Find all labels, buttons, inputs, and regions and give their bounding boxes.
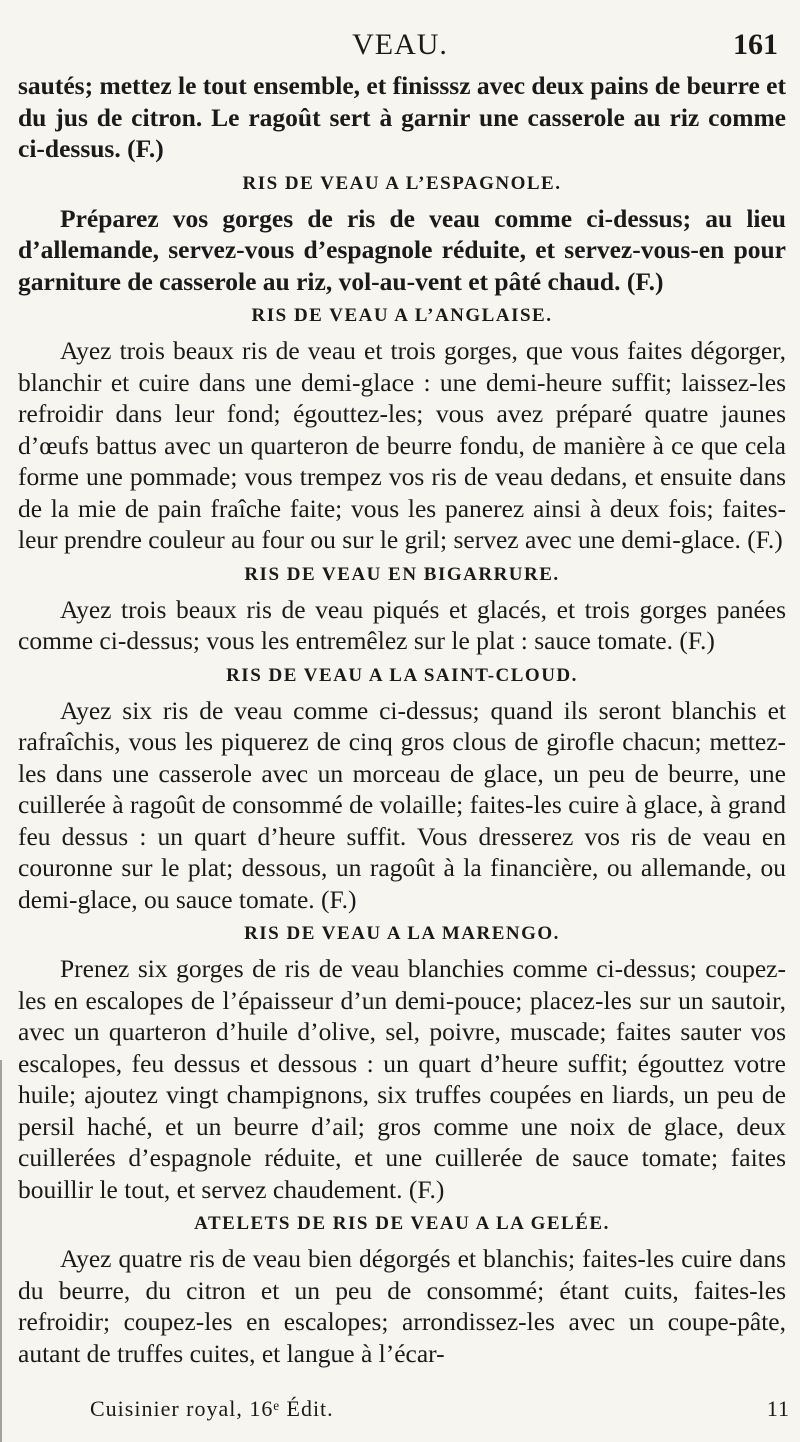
page-number: 161 xyxy=(733,28,778,61)
recipe-heading: RIS DE VEAU A L’ESPAGNOLE. xyxy=(242,172,562,194)
recipe-heading: RIS DE VEAU A LA MARENGO. xyxy=(244,923,560,944)
recipe-paragraph: Ayez quatre ris de veau bien dégorgés et blanchis; faites-les cuire dans du beurre, du citron et un peu de consommé; étant cuits, faites-les refroidir; coupez-les en escalopes; arrondissez-les avec un coupe-pâte, autant de truffes cuites, et langue à l’écar- xyxy=(18,1244,786,1368)
recipe-paragraph: Préparez vos gorges de ris de veau comme ci-dessus; au lieu d’allemande, servez-vous d’espagnole réduite, et servez-vous-en pour garniture de casserole au riz, vol-au-vent et pâté chaud. (F.) xyxy=(18,203,786,296)
running-head xyxy=(0,28,800,68)
footer-sheet-number: 11 xyxy=(766,1396,790,1421)
recipe-heading: RIS DE VEAU A LA SAINT-CLOUD. xyxy=(226,664,578,686)
margin-rule xyxy=(0,1060,2,1442)
running-head-title: VEAU. xyxy=(352,28,448,61)
recipe-paragraph: Ayez trois beaux ris de veau piqués et glacés, et trois gorges panées comme ci-dessus; vous les entremêlez sur le plat : sauce tomate. (F.) xyxy=(18,594,786,655)
page-footer xyxy=(90,1396,790,1426)
recipe-heading: RIS DE VEAU A L’ANGLAISE. xyxy=(251,305,553,326)
body-text xyxy=(18,70,786,1369)
recipe-paragraph: Ayez trois beaux ris de veau et trois gorges, que vous faites dégorger, blanchir et cuire dans une demi-glace : une demi-heure suffit; laissez-les refroidir dans leur fond; égouttez-les; vous avez préparé quatre jaunes d’œufs battus avec un quarteron de beurre fondu, de manière à ce que cela forme une pommade; vous trempez vos ris de veau dedans, et ensuite dans de la mie de pain fraîche faite; vous les panerez ainsi à deux fois; faites-leur prendre couleur au four ou sur le gril; servez avec une demi-glace. (F.) xyxy=(18,336,786,554)
recipe-paragraph: Prenez six gorges de ris de veau blanchies comme ci-dessus; coupez-les en escalopes de l’épaisseur d’un demi-pouce; placez-les sur un sautoir, avec un quarteron d’huile d’olive, sel, poivre, muscade; faites sauter vos escalopes, feu dessus et dessous : un quart d’heure suffit; égouttez votre huile; ajoutez vingt champignons, six truffes coupées en liards, un peu de persil haché, et un beurre d’ail; gros comme une noix de glace, deux cuillerées d’espagnole réduite, et une cuillerée de sauce tomate; faites bouillir le tout, et servez chaudement. (F.) xyxy=(18,954,786,1204)
recipe-paragraph: Ayez six ris de veau comme ci-dessus; quand ils seront blanchis et rafraîchis, vous les piquerez de cinq gros clous de girofle chacun; mettez-les dans une casserole avec un morceau de glace, un peu de beurre, une cuillerée à ragoût de consommé de volaille; faites-les cuire à glace, à grand feu dessus : un quart d’heure suffit. Vous dresserez vos ris de veau en couronne sur le plat; dessous, un ragoût à la financière, ou allemande, ou demi-glace, ou sauce tomate. (F.) xyxy=(18,695,786,914)
recipe-heading: RIS DE VEAU EN BIGARRURE. xyxy=(244,563,560,585)
footer-signature: Cuisinier royal, 16ᵉ Édit. xyxy=(90,1396,334,1421)
recipe-paragraph: sautés; mettez le tout ensemble, et finisssz avec deux pains de beurre et du jus de citron. Le ragoût sert à garnir une casserole au riz comme ci-dessus. (F.) xyxy=(18,71,786,163)
recipe-heading: ATELETS DE RIS DE VEAU A LA GELÉE. xyxy=(194,1213,610,1234)
